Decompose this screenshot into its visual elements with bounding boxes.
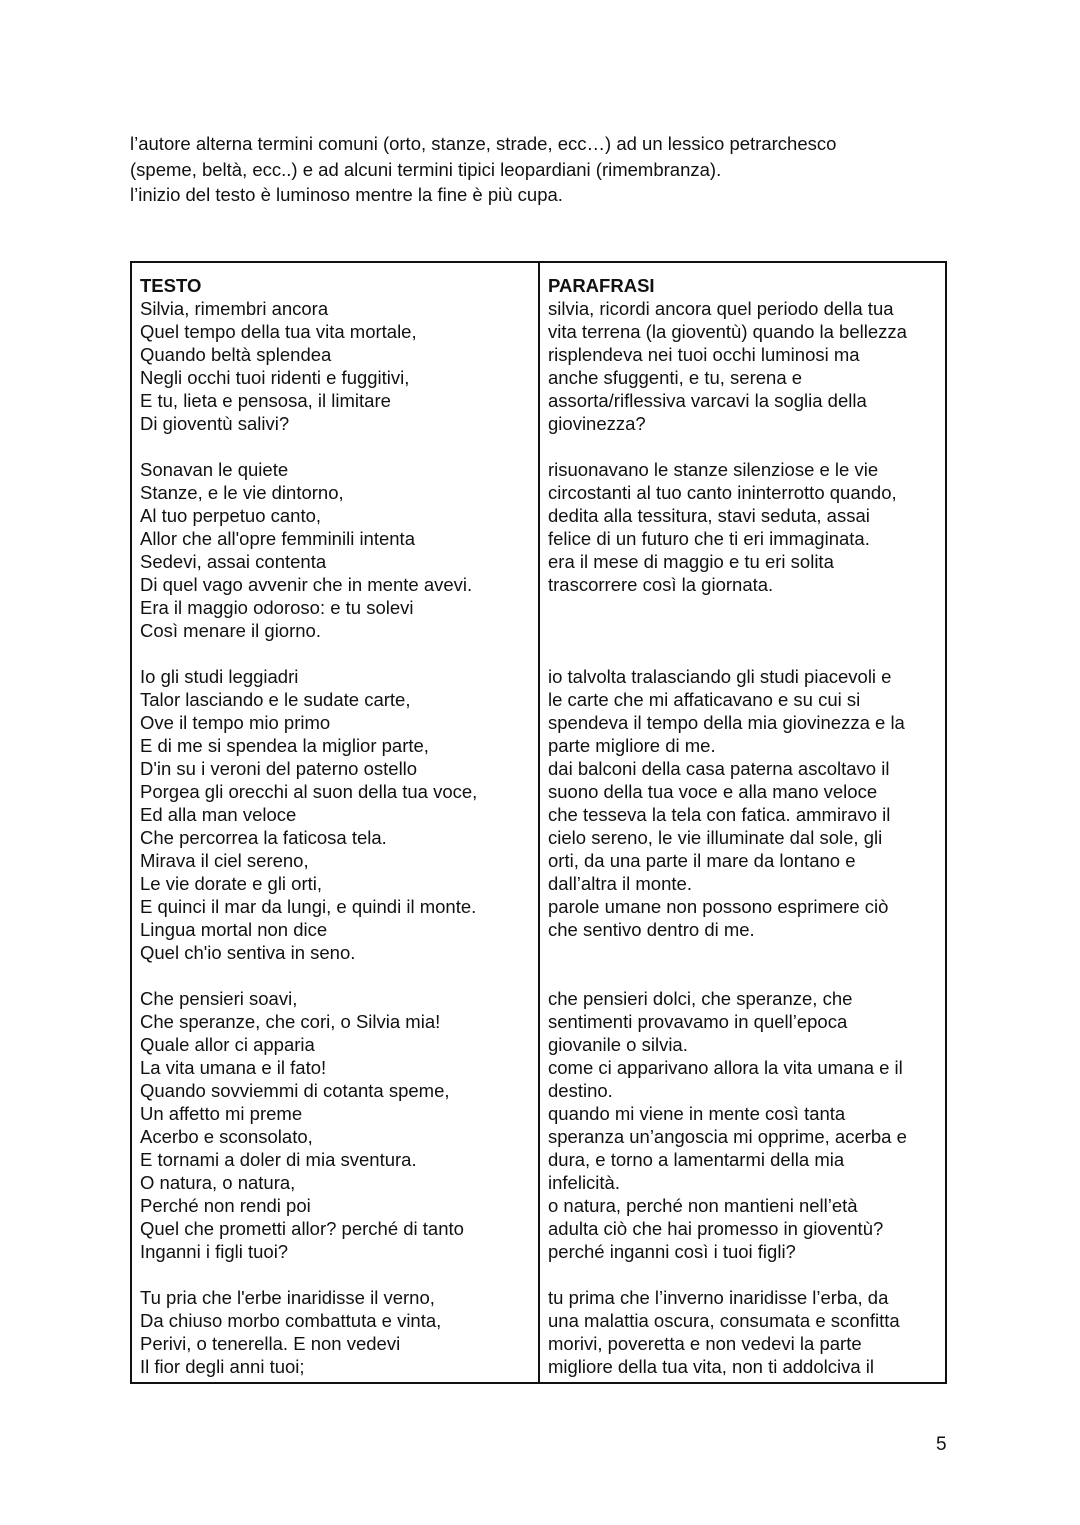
- testo-line: Tu pria che l'erbe inaridisse il verno,: [140, 1287, 435, 1308]
- parafrasi-line: felice di un futuro che ti eri immaginata.: [548, 528, 870, 549]
- parafrasi-header: PARAFRASI: [548, 275, 655, 296]
- parafrasi-line: risuonavano le stanze silenziose e le vie: [548, 459, 879, 480]
- parafrasi-line: che pensieri dolci, che speranze, che: [548, 988, 853, 1009]
- parafrasi-line: cielo sereno, le vie illuminate dal sole, gli: [548, 827, 883, 848]
- testo-line: Era il maggio odoroso: e tu solevi: [140, 597, 414, 618]
- testo-line: Quel che prometti allor? perché di tanto: [140, 1218, 464, 1239]
- parafrasi-stanza: [548, 987, 937, 1263]
- testo-line: Così menare il giorno.: [140, 620, 321, 641]
- testo-stanza: [140, 665, 530, 964]
- testo-line: Un affetto mi preme: [140, 1103, 303, 1124]
- testo-line: Ed alla man veloce: [140, 804, 297, 825]
- testo-line: Le vie dorate e gli orti,: [140, 873, 323, 894]
- parafrasi-line: risplendeva nei tuoi occhi luminosi ma: [548, 344, 860, 365]
- parafrasi-line: che tesseva la tela con fatica. ammiravo il: [548, 804, 891, 825]
- intro-paragraph: [130, 131, 950, 208]
- testo-line: Di quel vago avvenir che in mente avevi.: [140, 574, 473, 595]
- parafrasi-line: giovanile o silvia.: [548, 1034, 688, 1055]
- testo-line: E di me si spendea la miglior parte,: [140, 735, 429, 756]
- intro-line: (speme, beltà, ecc..) e ad alcuni termini tipici leopardiani (rimembranza).: [130, 158, 722, 180]
- parafrasi-line: suono della tua voce e alla mano veloce: [548, 781, 878, 802]
- testo-line: Allor che all'opre femminili intenta: [140, 528, 415, 549]
- testo-line: Inganni i figli tuoi?: [140, 1241, 289, 1262]
- testo-line: Sedevi, assai contenta: [140, 551, 327, 572]
- parafrasi-line: dura, e torno a lamentarmi della mia: [548, 1149, 845, 1170]
- parafrasi-line: silvia, ricordi ancora quel periodo della tua: [548, 298, 894, 319]
- parafrasi-line: trascorrere così la giornata.: [548, 574, 774, 595]
- parafrasi-line: morivi, poveretta e non vedevi la parte: [548, 1333, 862, 1354]
- testo-line: Il fior degli anni tuoi;: [140, 1356, 305, 1377]
- testo-line: Che speranze, che cori, o Silvia mia!: [140, 1011, 441, 1032]
- testo-line: Da chiuso morbo combattuta e vinta,: [140, 1310, 442, 1331]
- testo-line: Perivi, o tenerella. E non vedevi: [140, 1333, 401, 1354]
- testo-stanza: [140, 297, 530, 435]
- testo-line: O natura, o natura,: [140, 1172, 296, 1193]
- testo-line: Sonavan le quiete: [140, 459, 289, 480]
- parafrasi-line: era il mese di maggio e tu eri solita: [548, 551, 834, 572]
- parafrasi-line: spendeva il tempo della mia giovinezza e la: [548, 712, 905, 733]
- testo-line: Che pensieri soavi,: [140, 988, 298, 1009]
- parafrasi-line: [548, 619, 937, 642]
- testo-stanza: [140, 458, 530, 642]
- parafrasi-line: vita terrena (la gioventù) quando la bellezza: [548, 321, 907, 342]
- testo-line: Lingua mortal non dice: [140, 919, 328, 940]
- parafrasi-line: adulta ciò che hai promesso in gioventù?: [548, 1218, 884, 1239]
- parafrasi-line: [548, 941, 937, 964]
- testo-line: E quinci il mar da lungi, e quindi il monte.: [140, 896, 477, 917]
- parafrasi-line: che sentivo dentro di me.: [548, 919, 755, 940]
- testo-line: E tu, lieta e pensosa, il limitare: [140, 390, 391, 411]
- testo-line: Talor lasciando e le sudate carte,: [140, 689, 411, 710]
- testo-line: Silvia, rimembri ancora: [140, 298, 329, 319]
- testo-stanza: [140, 987, 530, 1263]
- testo-stanzas: [140, 297, 530, 1378]
- testo-line: Perché non rendi poi: [140, 1195, 311, 1216]
- testo-line: Quel ch'io sentiva in seno.: [140, 942, 356, 963]
- testo-line: Porgea gli orecchi al suon della tua voce,: [140, 781, 478, 802]
- parafrasi-line: o natura, perché non mantieni nell’età: [548, 1195, 858, 1216]
- testo-line: E tornami a doler di mia sventura.: [140, 1149, 417, 1170]
- parafrasi-line: parole umane non possono esprimere ciò: [548, 896, 889, 917]
- testo-stanza: [140, 1286, 530, 1378]
- parafrasi-line: migliore della tua vita, non ti addolciva il: [548, 1356, 874, 1377]
- testo-line: Quando beltà splendea: [140, 344, 332, 365]
- parafrasi-line: io talvolta tralasciando gli studi piacevoli e: [548, 666, 892, 687]
- testo-line: Che percorrea la faticosa tela.: [140, 827, 387, 848]
- parafrasi-line: parte migliore di me.: [548, 735, 716, 756]
- parafrasi-line: una malattia oscura, consumata e sconfitta: [548, 1310, 900, 1331]
- parafrasi-stanza: [548, 665, 937, 964]
- parafrasi-line: dai balconi della casa paterna ascoltavo il: [548, 758, 890, 779]
- parafrasi-line: le carte che mi affaticavano e su cui si: [548, 689, 861, 710]
- parafrasi-line: anche sfuggenti, e tu, serena e: [548, 367, 803, 388]
- testo-line: Mirava il ciel sereno,: [140, 850, 309, 871]
- intro-line: l’autore alterna termini comuni (orto, stanze, strade, ecc…) ad un lessico petrarchesco: [130, 133, 837, 154]
- parafrasi-stanza: [548, 1286, 937, 1378]
- parafrasi-line: perché inganni così i tuoi figli?: [548, 1241, 796, 1262]
- parafrasi-line: speranza un’angoscia mi opprime, acerba e: [548, 1126, 907, 1147]
- parafrasi-line: circostanti al tuo canto ininterrotto quando,: [548, 482, 897, 503]
- parafrasi-line: quando mi viene in mente così tanta: [548, 1103, 846, 1124]
- testo-line: Quale allor ci apparia: [140, 1034, 315, 1055]
- testo-line: D'in su i veroni del paterno ostello: [140, 758, 418, 779]
- testo-line: Quel tempo della tua vita mortale,: [140, 321, 417, 342]
- parafrasi-line: [548, 596, 937, 619]
- parafrasi-line: tu prima che l’inverno inaridisse l’erba, da: [548, 1287, 889, 1308]
- parafrasi-line: infelicità.: [548, 1172, 620, 1193]
- parafrasi-stanzas: [548, 297, 937, 1378]
- testo-line: Ove il tempo mio primo: [140, 712, 331, 733]
- parafrasi-line: orti, da una parte il mare da lontano e: [548, 850, 856, 871]
- intro-line: l’inizio del testo è luminoso mentre la fine è più cupa.: [130, 184, 563, 206]
- poem-paraphrase-table: [130, 261, 947, 1384]
- testo-line: La vita umana e il fato!: [140, 1057, 327, 1078]
- testo-column: [132, 263, 540, 1382]
- parafrasi-stanza: [548, 297, 937, 435]
- parafrasi-line: assorta/riflessiva varcavi la soglia della: [548, 390, 867, 411]
- parafrasi-column: [540, 263, 945, 1382]
- parafrasi-line: giovinezza?: [548, 413, 646, 434]
- testo-header: TESTO: [140, 275, 202, 296]
- testo-line: Acerbo e sconsolato,: [140, 1126, 313, 1147]
- testo-line: Di gioventù salivi?: [140, 413, 290, 434]
- testo-line: Stanze, e le vie dintorno,: [140, 482, 344, 503]
- parafrasi-line: dall’altra il monte.: [548, 873, 692, 894]
- testo-line: Quando sovviemmi di cotanta speme,: [140, 1080, 450, 1101]
- parafrasi-line: destino.: [548, 1080, 613, 1101]
- testo-line: Negli occhi tuoi ridenti e fuggitivi,: [140, 367, 410, 388]
- parafrasi-line: sentimenti provavamo in quell’epoca: [548, 1011, 848, 1032]
- page-number: 5: [936, 1434, 947, 1455]
- testo-line: Al tuo perpetuo canto,: [140, 505, 322, 526]
- testo-line: Io gli studi leggiadri: [140, 666, 299, 687]
- parafrasi-stanza: [548, 458, 937, 642]
- parafrasi-line: come ci apparivano allora la vita umana e il: [548, 1057, 903, 1078]
- parafrasi-line: dedita alla tessitura, stavi seduta, assai: [548, 505, 870, 526]
